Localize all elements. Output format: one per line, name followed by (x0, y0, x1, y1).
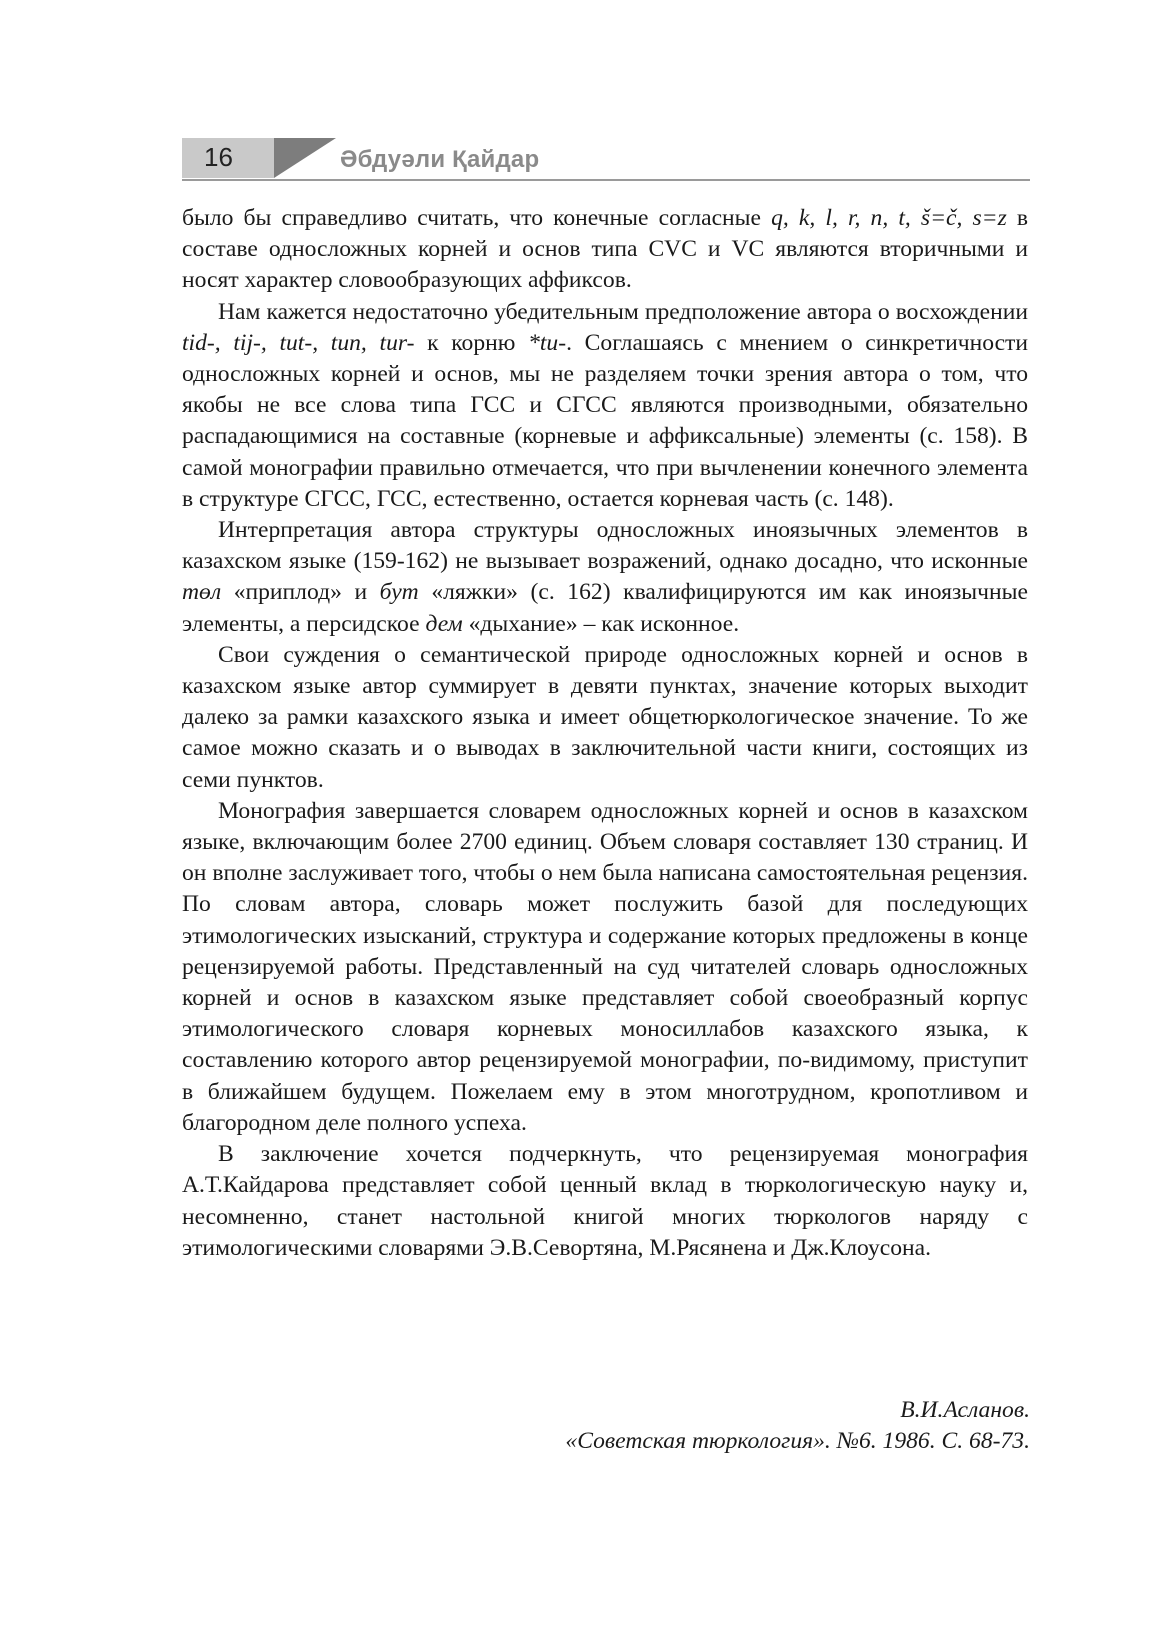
text-run: к корню (414, 329, 529, 356)
running-header (182, 138, 1030, 188)
text-run: Интерпретация автора структуры односложных иноязычных элементов в казахском языке (159-162) не вызывает возражений, однако досадно, что исконные (182, 517, 1028, 575)
text-run: в составе односложных корней и основ типа CVC и VC являются вторичными и носят характер словообразующих аффиксов. (182, 205, 1028, 294)
paragraph (182, 297, 1028, 515)
text-run: Свои суждения о семантической природе односложных корней и основ в казахском языке автор суммирует в девяти пунктах, значение которых выходит далеко за рамки казахского языка и имеет общетюркологическое значение. То же самое можно сказать и о выводах в заключительной части книги, состоящих из семи пунктов. (182, 641, 1028, 793)
italic-term: төл (182, 579, 222, 606)
header-rule (182, 179, 1030, 181)
paragraph (182, 203, 1028, 297)
page-number-box (182, 138, 274, 178)
signature-name: В.И.Асланов. (900, 1397, 1030, 1423)
text-run: «ляжки» (с. 162) квалифицируются им как иноязычные элементы, а персидское (182, 579, 1028, 637)
running-header-author: Әбдуәли Қайдар (340, 146, 540, 173)
text-run: В заключение хочется подчеркнуть, что рецензируемая монография А.Т.Кайдарова представляет собой ценный вклад в тюркологическую науку и, несомненно, станет настольной книгой многих тюркологов наряду с этимологическими словарями Э.В.Севортяна, М.Рясянена и Дж.Клоусона. (182, 1141, 1028, 1261)
text-run: «приплод» и (221, 579, 380, 606)
text-run: было бы справедливо считать, что конечные согласные (182, 205, 772, 231)
paragraph (182, 796, 1028, 1139)
italic-term: tid-, tij-, tut-, tun, tur- (182, 329, 415, 356)
italic-term: дем (425, 610, 463, 637)
header-wedge-decoration (274, 138, 336, 178)
signature-block (565, 1395, 1030, 1457)
body-text (182, 203, 1028, 1264)
italic-term: *tu- (528, 329, 567, 356)
page-number: 16 (204, 142, 233, 172)
italic-term: бут (379, 579, 419, 606)
text-run: «дыхание» – как исконное. (462, 610, 740, 637)
text-run: Монография завершается словарем односложных корней и основ в казахском языке, включающим более 2700 единиц. Объем словаря составляет 130 страниц. И он вполне заслуживает того, чтобы о нем была написана самостоятельная рецензия. По словам автора, словарь может послужить базой для последующих этимологических изысканий, структура и содержание которых предложены в конце рецензируемой работы. Представленный на суд читателей словарь односложных корней и основ в казахском языке представляет собой своеобразный корпус этимологического словаря корневых моносиллабов казахского языка, к составлению которого автор рецензируемой монографии, по-видимому, приступит в ближайшем будущем. Пожелаем ему в этом многотрудном, кропотливом и благородном деле полного успеха. (182, 797, 1028, 1136)
text-run: . Соглашаясь с мнением о синкретичности односложных корней и основ, мы не разделяем точки зрения автора о том, что якобы не все слова типа ГСС и СГСС являются производными, обязательно распадающимися на составные (корневые и аффиксальные) элементы (с. 158). В самой монографии правильно отмечается, что при вычленении конечного элемента в структуре СГСС, ГСС, естественно, остается корневая часть (с. 148). (182, 329, 1028, 512)
paragraph (182, 515, 1028, 640)
text-run: Нам кажется недостаточно убедительным предположение автора о восхождении (218, 298, 1028, 325)
signature-source: «Советская тюркология». №6. 1986. С. 68-73. (565, 1428, 1030, 1455)
italic-term: q, k, l, r, n, t, š=č, s=z (771, 205, 1007, 231)
paragraph (182, 640, 1028, 796)
paragraph (182, 1139, 1028, 1264)
